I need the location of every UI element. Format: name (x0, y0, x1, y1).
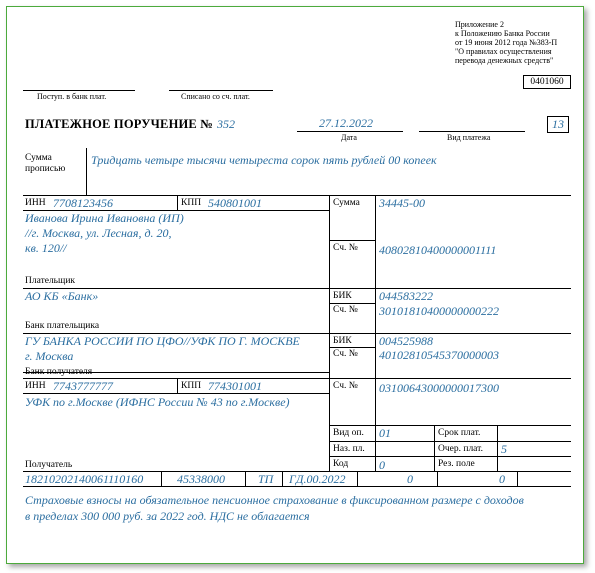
payee-bank-label: Банк получателя (25, 367, 93, 377)
op-type-label: Вид оп. (333, 428, 364, 438)
payer-account-label: Сч. № (333, 243, 358, 253)
appendix-header (455, 20, 557, 65)
payee-bank-bik-label: БИК (333, 336, 352, 346)
payer-inn: 7708123456 (53, 196, 113, 210)
payee-bank-account-label: Сч. № (333, 349, 358, 359)
payment-purpose-line: в пределах 300 000 руб. за 2022 год. НДС не облагается (25, 509, 310, 523)
payee-account: 03100643000000017300 (379, 381, 499, 395)
appendix-line: от 19 июня 2012 года №383-П (455, 38, 558, 47)
date-label: Дата (341, 133, 357, 142)
appendix-line: Приложение 2 (455, 20, 504, 29)
payee-label: Получатель (25, 460, 73, 470)
appendix-line: "О правилах осуществления (455, 47, 552, 56)
payee-kpp: 774301001 (208, 379, 262, 393)
payee-bank-account: 40102810545370000003 (379, 348, 499, 362)
amount-words-label (25, 153, 65, 175)
priority-value: 5 (501, 442, 507, 456)
payer-account: 40802810400000001111 (379, 243, 497, 257)
form-code-box (523, 75, 571, 89)
payee-bank-name (25, 334, 300, 364)
amount-in-words: Тридцать четыре тысячи четыреста сорок пять рублей 00 копеек (91, 153, 437, 167)
purpose-code-label: Наз. пл. (333, 444, 365, 454)
appendix-line: к Положению Банка России (455, 29, 550, 38)
tax-doc-number: 0 (407, 472, 413, 486)
term-label: Срок плат. (438, 428, 481, 438)
amount-label: Сумма (333, 198, 360, 208)
code-label: Код (333, 459, 349, 469)
payer-name-line: кв. 120// (25, 241, 67, 255)
payer-name-line: Иванова Ирина Ивановна (ИП) (25, 211, 184, 225)
amount-value: 34445-00 (379, 196, 425, 210)
payer-bank-label: Банк плательщика (25, 321, 100, 331)
payment-type-label: Вид платежа (447, 133, 491, 142)
oktmo-code: 45338000 (177, 472, 225, 486)
status-code: 13 (552, 117, 564, 131)
payee-inn-label: ИНН (25, 381, 46, 391)
payment-order-form (6, 6, 584, 564)
payer-bank-name: АО КБ «Банк» (25, 289, 99, 303)
payee-bank-name-line: ГУ БАНКА РОССИИ ПО ЦФО//УФК ПО Г. МОСКВЕ (25, 334, 300, 348)
form-code: 0401060 (530, 77, 564, 87)
payee-bank-bik: 004525988 (379, 334, 433, 348)
payee-inn: 7743777777 (53, 379, 113, 393)
payee-kpp-label: КПП (181, 381, 202, 391)
received-in-bank-label: Поступ. в банк плат. (37, 92, 107, 101)
payee-bank-name-line: г. Москва (25, 349, 74, 363)
payer-bank-account-label: Сч. № (333, 305, 358, 315)
payer-name (25, 211, 184, 256)
reserve-label: Рез. поле (438, 459, 475, 469)
payee-account-label: Сч. № (333, 381, 358, 391)
status-code-box (547, 116, 569, 133)
payer-bank-account: 30101810400000000222 (379, 304, 499, 318)
tax-doc-date: 0 (499, 472, 505, 486)
kbk-code: 18210202140061110160 (25, 472, 144, 486)
basis-code: ТП (258, 472, 274, 486)
payment-purpose (25, 492, 524, 524)
code-value: 0 (379, 458, 385, 472)
payee-name: УФК по г.Москве (ИФНС России № 43 по г.Москве) (25, 395, 290, 409)
order-number: 352 (217, 117, 235, 131)
priority-label: Очер. плат. (438, 444, 483, 454)
order-date: 27.12.2022 (319, 116, 373, 130)
payer-bank-bik: 044583222 (379, 289, 433, 303)
payer-inn-label: ИНН (25, 198, 46, 208)
amount-words-label-line: прописью (25, 164, 66, 174)
page-title: ПЛАТЕЖНОЕ ПОРУЧЕНИЕ № (25, 117, 214, 131)
payer-bank-bik-label: БИК (333, 291, 352, 301)
payer-kpp: 540801001 (208, 196, 262, 210)
payer-name-line: //г. Москва, ул. Лесная, д. 20, (25, 226, 172, 240)
payment-purpose-line: Страховые взносы на обязательное пенсионное страхование в фиксированном размере с доходов (25, 493, 524, 507)
tax-period: ГД.00.2022 (289, 472, 346, 486)
debited-label: Списано со сч. плат. (181, 92, 250, 101)
payer-label: Плательщик (25, 276, 76, 286)
op-type: 01 (379, 426, 391, 440)
appendix-line: перевода денежных средств" (455, 56, 554, 65)
amount-words-label-line: Сумма (25, 153, 52, 163)
payer-kpp-label: КПП (181, 198, 202, 208)
